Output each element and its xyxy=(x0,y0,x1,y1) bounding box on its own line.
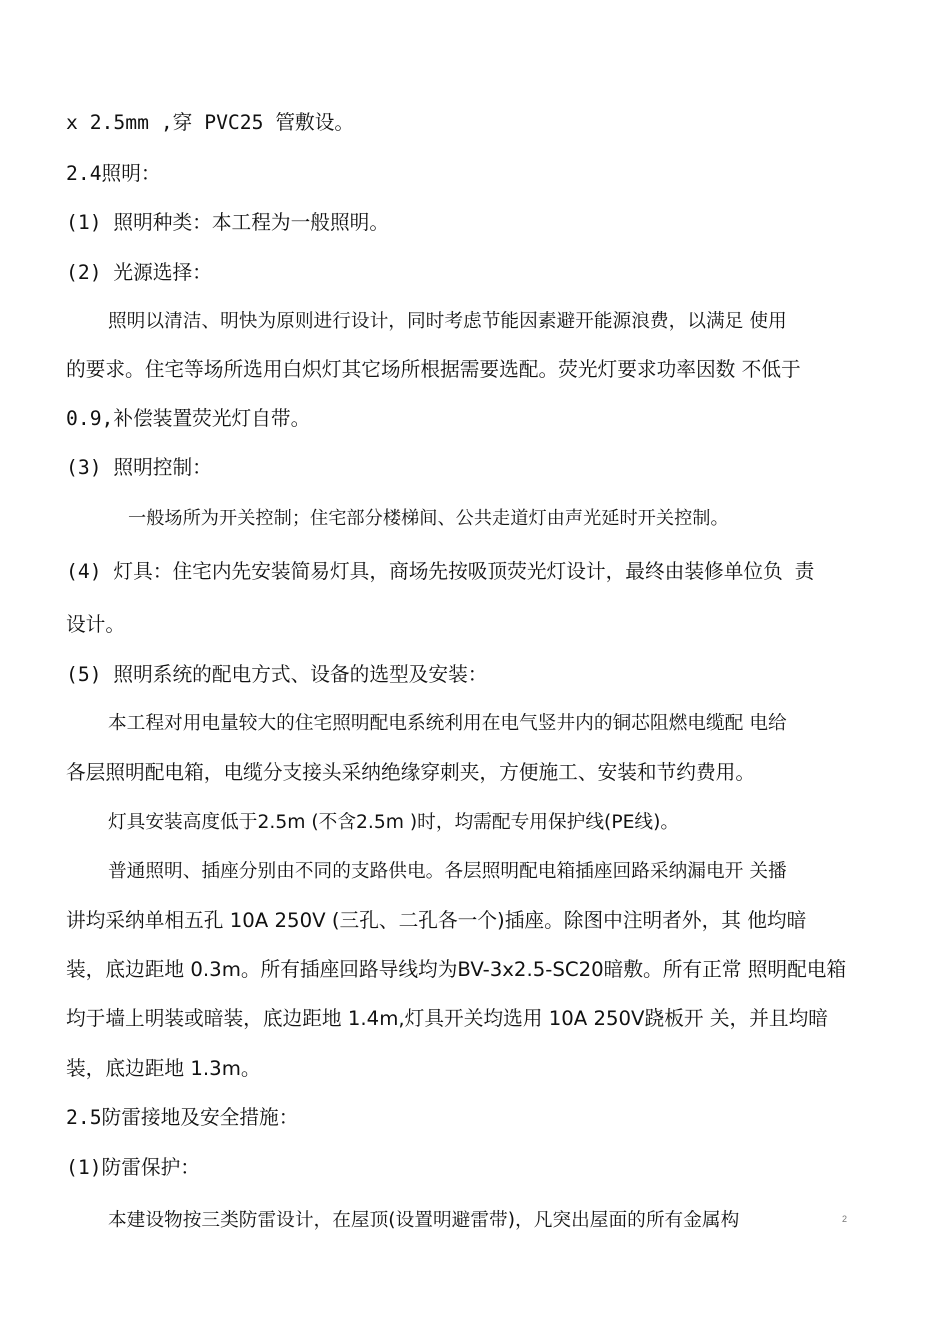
paragraph-line: 各层照明配电箱，电缆分支接头采纳绝缘穿刺夹，方便施工、安装和节约费用。 xyxy=(66,761,756,784)
paragraph-line: 本工程对用电量较大的住宅照明配电系统利用在电气竖井内的铜芯阻燃电缆配 电给 xyxy=(108,713,787,734)
list-item-5: (5) 照明系统的配电方式、设备的选型及安装： xyxy=(66,663,488,686)
paragraph-line: 普通照明、插座分别由不同的支路供电。各层照明配电箱插座回路采纳漏电开 关播 xyxy=(108,861,787,882)
paragraph-line: 照明以清洁、明快为原则进行设计，同时考虑节能因素避开能源浪费，以满足 使用 xyxy=(108,311,787,332)
list-item-1: (1) 照明种类：本工程为一般照明。 xyxy=(66,211,390,234)
paragraph-line: 设计。 xyxy=(66,613,126,636)
paragraph-line: 装，底边距地 0.3m。所有插座回路导线均为BV-3x2.5-SC20暗敷。所有正常 照明配电箱 xyxy=(66,958,847,981)
paragraph-line: 均于墙上明装或暗装，底边距地 1.4m,灯具开关均选用 10A 250V跷板开 关，并且均暗 xyxy=(66,1007,828,1030)
paragraph-line: 讲均采纳单相五孔 10A 250V (三孔、二孔各一个)插座。除图中注明者外，其 他均暗 xyxy=(66,909,807,932)
paragraph-line: 本建设物按三类防雷设计，在屋顶(设置明避雷带)，凡突出屋面的所有金属构 xyxy=(108,1210,740,1231)
paragraph-line: 一般场所为开关控制；住宅部分楼梯间、公共走道灯由声光延时开关控制。 xyxy=(128,508,729,529)
paragraph-line: 装，底边距地 1.3m。 xyxy=(66,1057,261,1080)
section-heading-2-5: 2.5防雷接地及安全措施： xyxy=(66,1106,299,1129)
list-item-4: (4) 灯具：住宅内先安装简易灯具，商场先按吸顶荧光灯设计，最终由装修单位负 责 xyxy=(66,560,815,583)
section-heading-2-4: 2.4照明： xyxy=(66,162,161,185)
paragraph-line: 灯具安装高度低于2.5m (不含2.5m )时，均需配专用保护线(PE线)。 xyxy=(108,812,680,833)
page-number: 2 xyxy=(842,1214,848,1224)
list-item-2: (2) 光源选择： xyxy=(66,261,212,284)
text-line-1: x 2.5mm ,穿 PVC25 管敷设。 xyxy=(66,111,355,134)
paragraph-line: 的要求。住宅等场所选用白炽灯其它场所根据需要选配。荧光灯要求功率因数 不低于 xyxy=(66,358,801,381)
paragraph-line: 0.9,补偿装置荧光灯自带。 xyxy=(66,407,311,430)
list-item-3: (3) 照明控制： xyxy=(66,456,212,479)
list-item-lightning: (1)防雷保护： xyxy=(66,1156,200,1179)
